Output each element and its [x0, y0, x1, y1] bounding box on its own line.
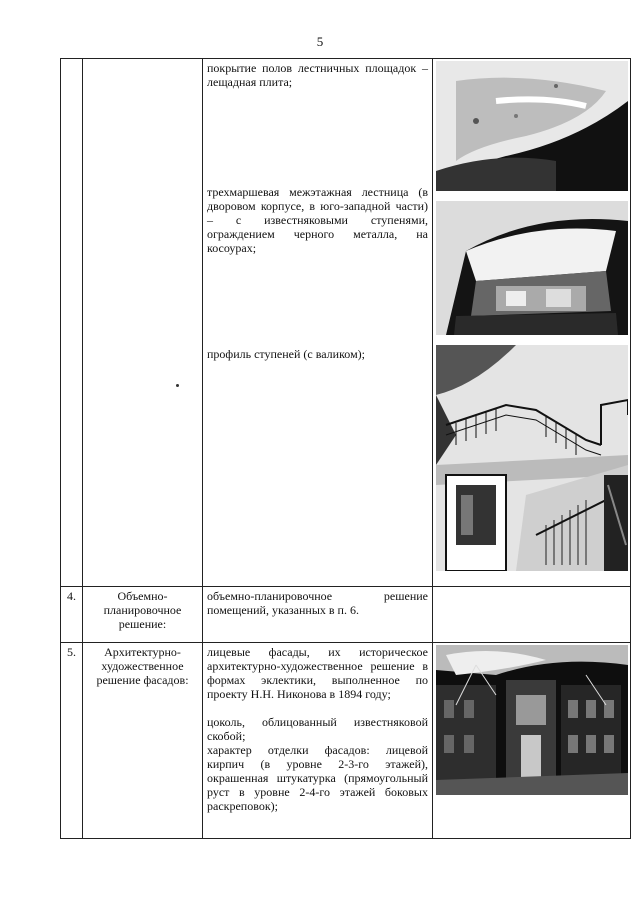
- row-number-cell: 4.: [61, 587, 83, 643]
- heritage-table: [60, 58, 631, 839]
- item-staircase: трехмаршевая межэтажная лестница (в дворовом корпусе, в юго-западной части) – с известняковыми ступенями, ограждением черного металла, на косоурах;: [207, 185, 428, 255]
- row-photo-cell: [433, 59, 631, 587]
- row-description-cell: [203, 59, 433, 587]
- photo-stair-underside: [436, 201, 628, 335]
- row-description-cell: объемно-планировочное решение помещений, указанных в п. 6.: [203, 587, 433, 643]
- row-name-cell: [83, 59, 203, 587]
- row-name-cell: Объемно-планировочное решение:: [83, 587, 203, 643]
- photo-three-flight-staircase: [436, 345, 628, 571]
- photo-vault-ceiling: [436, 61, 628, 191]
- table-row: [61, 59, 631, 587]
- row-number-cell: 5.: [61, 643, 83, 839]
- photo-facade: [436, 645, 628, 795]
- page-number: 5: [316, 34, 324, 49]
- row-photo-cell: [433, 587, 631, 643]
- stray-dot: [176, 384, 179, 387]
- row-description-cell: [203, 643, 433, 839]
- item-plinth: цоколь, облицованный известняковой скобой;: [207, 715, 428, 743]
- table-row: [61, 643, 631, 839]
- item-floor-covering: покрытие полов лестничных площадок – лещадная плита;: [207, 61, 428, 89]
- row-name-cell: Архитектурно-художественное решение фасадов:: [83, 643, 203, 839]
- item-finishing: характер отделки фасадов: лицевой кирпич (в уровне 2-3-го этажей), окрашенная штукатурка (прямоугольный руст в уровне 2-4-го этажей боковых раскреповок);: [207, 743, 428, 813]
- table-row: [61, 587, 631, 643]
- row-photo-cell: [433, 643, 631, 839]
- item-facades: лицевые фасады, их историческое архитектурно-художественное решение в формах эклектики, выполненное по проекту Н.Н. Никонова в 1894 году;: [207, 645, 428, 701]
- item-step-profile: профиль ступеней (с валиком);: [207, 347, 365, 361]
- row-number-cell: [61, 59, 83, 587]
